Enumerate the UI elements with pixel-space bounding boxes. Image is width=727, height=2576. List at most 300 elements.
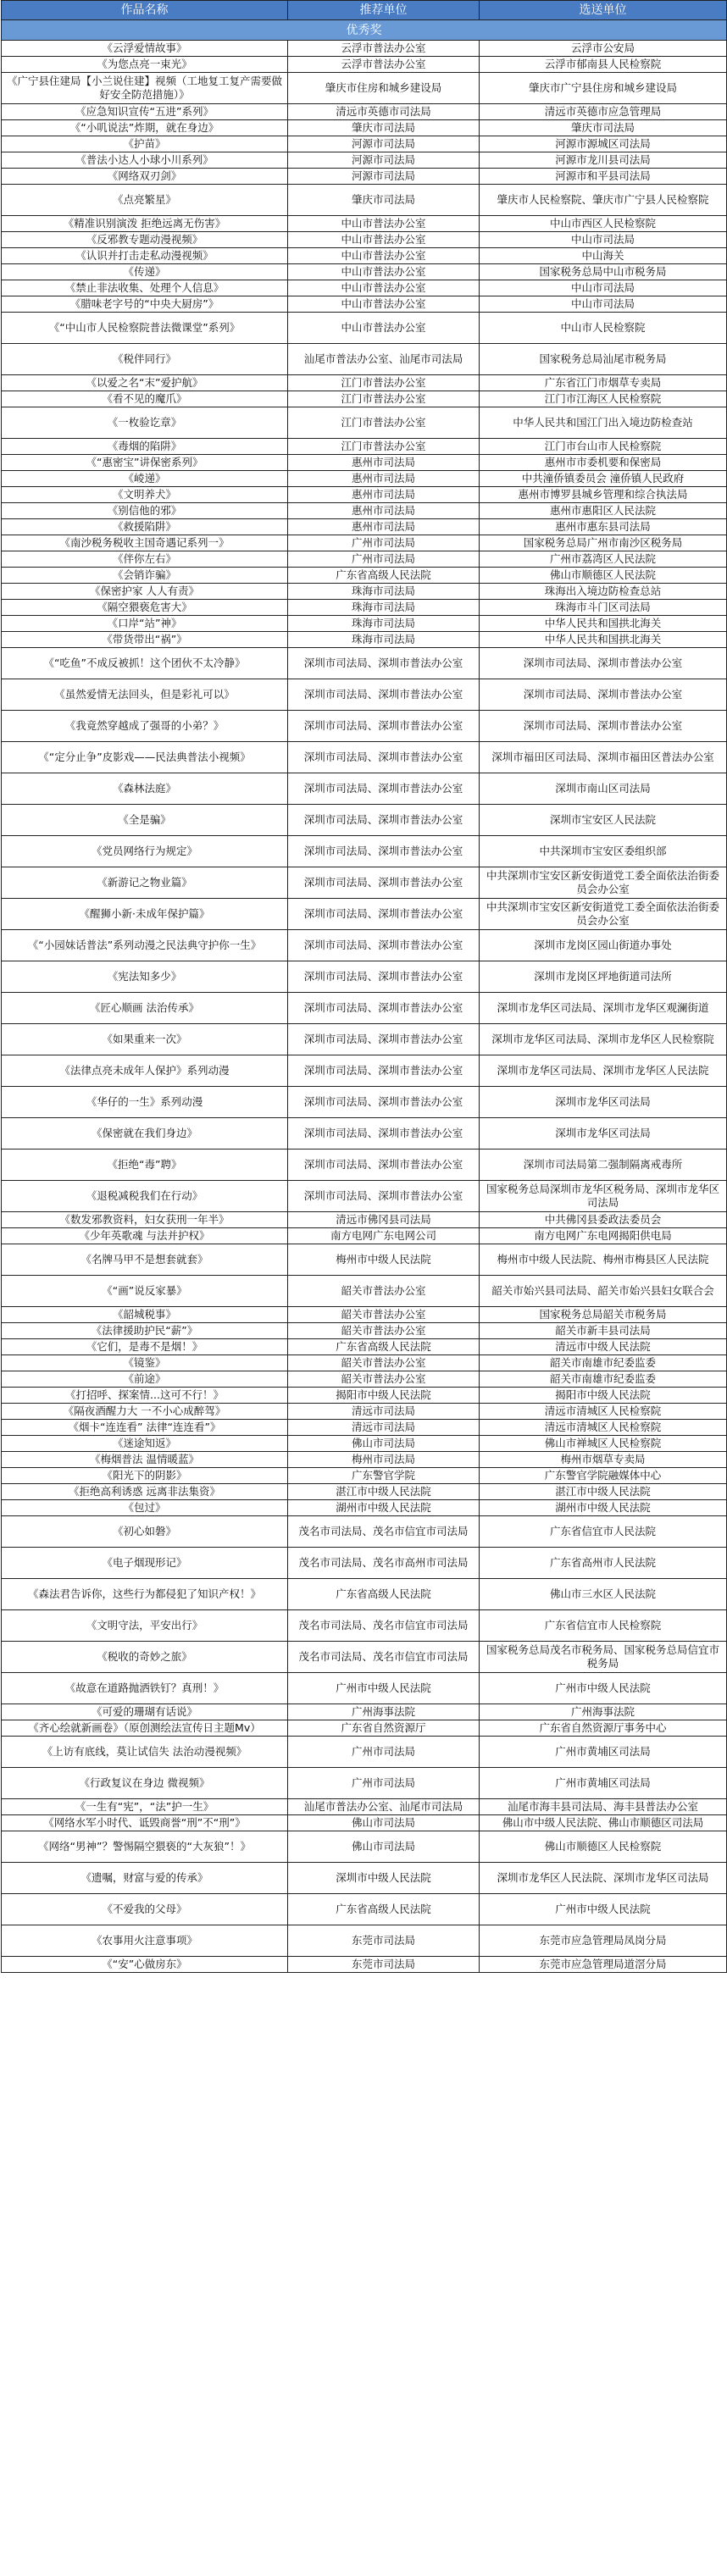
cell-submitting-unit: 国家税务总局韶关市税务局: [480, 1307, 727, 1323]
header-recommending-unit: 推荐单位: [288, 1, 480, 20]
table-row: [2, 1484, 727, 1500]
table-row: [2, 1118, 727, 1150]
cell-work-name: 《“惠密宝”讲保密系列》: [2, 455, 288, 471]
cell-recommending-unit: 广州市司法局: [288, 535, 480, 551]
cell-work-name: 《不爱我的父母》: [2, 1894, 288, 1925]
cell-submitting-unit: 佛山市禅城区人民检察院: [480, 1436, 727, 1452]
table-row: [2, 1055, 727, 1087]
cell-submitting-unit: 深圳市宝安区人民法院: [480, 805, 727, 836]
cell-submitting-unit: 清远市清城区人民检察院: [480, 1404, 727, 1420]
table-row: [2, 391, 727, 407]
cell-recommending-unit: 广州市司法局: [288, 1737, 480, 1768]
cell-work-name: 《隔夜酒醒力大 一不小心成醉驾》: [2, 1404, 288, 1420]
cell-recommending-unit: 江门市普法办公室: [288, 439, 480, 455]
cell-work-name: 《救援陷阱》: [2, 519, 288, 535]
cell-recommending-unit: 韶关市普法办公室: [288, 1276, 480, 1307]
cell-work-name: 《广宁县住建局【小兰说住建】视频（工地复工复产需要做好安全防范措施）》: [2, 73, 288, 104]
cell-recommending-unit: 深圳市中级人民法院: [288, 1863, 480, 1894]
section-row: [2, 20, 727, 41]
cell-recommending-unit: 深圳市司法局、深圳市普法办公室: [288, 930, 480, 961]
cell-submitting-unit: 深圳市司法局、深圳市普法办公室: [480, 711, 727, 742]
table-row: [2, 313, 727, 344]
cell-submitting-unit: 广州市中级人民法院: [480, 1894, 727, 1925]
cell-submitting-unit: 河源市龙川县司法局: [480, 152, 727, 169]
cell-work-name: 《全是骗》: [2, 805, 288, 836]
table-row: [2, 679, 727, 711]
cell-recommending-unit: 中山市普法办公室: [288, 216, 480, 232]
cell-work-name: 《“安”心做房东》: [2, 1957, 288, 1973]
cell-submitting-unit: 佛山市中级人民法院、佛山市顺德区司法局: [480, 1815, 727, 1831]
cell-recommending-unit: 汕尾市普法办公室、汕尾市司法局: [288, 344, 480, 375]
cell-work-name: 《新游记之物业篇》: [2, 867, 288, 899]
table-row: [2, 1720, 727, 1737]
cell-work-name: 《文明养犬》: [2, 487, 288, 503]
table-row: [2, 568, 727, 584]
cell-work-name: 《崚递》: [2, 471, 288, 487]
table-row: [2, 296, 727, 313]
table-row: [2, 120, 727, 136]
table-row: [2, 1452, 727, 1468]
cell-work-name: 《精准识别演泼 拒绝远离无伤害》: [2, 216, 288, 232]
table-row: [2, 1388, 727, 1404]
cell-recommending-unit: 揭阳市中级人民法院: [288, 1388, 480, 1404]
cell-recommending-unit: 深圳市司法局、深圳市普法办公室: [288, 899, 480, 930]
cell-submitting-unit: 广州市中级人民法院: [480, 1673, 727, 1704]
cell-work-name: 《“中山市人民检察院普法微课堂”系列》: [2, 313, 288, 344]
cell-submitting-unit: 韶关市始兴县司法局、韶关市始兴县妇女联合会: [480, 1276, 727, 1307]
cell-recommending-unit: 韶关市普法办公室: [288, 1323, 480, 1339]
cell-submitting-unit: 深圳市司法局、深圳市普法办公室: [480, 679, 727, 711]
header-row: [2, 1, 727, 20]
cell-work-name: 《初心如磐》: [2, 1516, 288, 1548]
header-work-name: 作品名称: [2, 1, 288, 20]
cell-submitting-unit: 江门市江海区人民检察院: [480, 391, 727, 407]
cell-submitting-unit: 深圳市龙岗区园山街道办事处: [480, 930, 727, 961]
cell-submitting-unit: 中山市人民检察院: [480, 313, 727, 344]
cell-submitting-unit: 广东省信宜市人民法院: [480, 1516, 727, 1548]
cell-recommending-unit: 深圳市司法局、深圳市普法办公室: [288, 1087, 480, 1118]
cell-submitting-unit: 韶关市南雄市纪委监委: [480, 1371, 727, 1388]
table-row: [2, 867, 727, 899]
table-row: [2, 535, 727, 551]
cell-work-name: 《保密就在我们身边》: [2, 1118, 288, 1150]
table-row: [2, 280, 727, 296]
cell-recommending-unit: 清远市佛冈县司法局: [288, 1212, 480, 1228]
cell-submitting-unit: 湛江市中级人民法院: [480, 1484, 727, 1500]
cell-work-name: 《梅烟普法 温情暖蓝》: [2, 1452, 288, 1468]
cell-work-name: 《镜鉴》: [2, 1355, 288, 1371]
cell-recommending-unit: 云浮市普法办公室: [288, 41, 480, 57]
table-row: [2, 993, 727, 1024]
cell-work-name: 《韶城税事》: [2, 1307, 288, 1323]
cell-submitting-unit: 中华人民共和国江门出入境边防检查站: [480, 407, 727, 439]
cell-submitting-unit: 广东省信宜市人民检察院: [480, 1610, 727, 1642]
table-row: [2, 1468, 727, 1484]
cell-recommending-unit: 广州海事法院: [288, 1704, 480, 1720]
table-row: [2, 1548, 727, 1579]
cell-recommending-unit: 韶关市普法办公室: [288, 1307, 480, 1323]
table-row: [2, 264, 727, 280]
cell-work-name: 《“小园妹话普法”系列动漫之民法典守护你一生》: [2, 930, 288, 961]
table-row: [2, 1516, 727, 1548]
table-row: [2, 57, 727, 73]
table-row: [2, 1863, 727, 1894]
cell-recommending-unit: 佛山市司法局: [288, 1815, 480, 1831]
cell-recommending-unit: 深圳市司法局、深圳市普法办公室: [288, 679, 480, 711]
cell-work-name: 《毒烟的陷阱》: [2, 439, 288, 455]
cell-recommending-unit: 珠海市司法局: [288, 632, 480, 648]
cell-recommending-unit: 梅州市中级人民法院: [288, 1244, 480, 1276]
cell-submitting-unit: 佛山市顺德区人民检察院: [480, 1831, 727, 1863]
cell-recommending-unit: 广东警官学院: [288, 1468, 480, 1484]
cell-submitting-unit: 中山市西区人民检察院: [480, 216, 727, 232]
cell-recommending-unit: 东莞市司法局: [288, 1957, 480, 1973]
cell-recommending-unit: 中山市普法办公室: [288, 280, 480, 296]
cell-submitting-unit: 清远市英德市应急管理局: [480, 104, 727, 120]
cell-submitting-unit: 肇庆市司法局: [480, 120, 727, 136]
cell-work-name: 《法律点亮未成年人保护》系列动漫: [2, 1055, 288, 1087]
table-row: [2, 455, 727, 471]
cell-recommending-unit: 珠海市司法局: [288, 584, 480, 600]
cell-recommending-unit: 佛山市司法局: [288, 1831, 480, 1863]
cell-work-name: 《打招呼、探案情...这可不行！》: [2, 1388, 288, 1404]
cell-recommending-unit: 深圳市司法局、深圳市普法办公室: [288, 1055, 480, 1087]
cell-submitting-unit: 佛山市三水区人民法院: [480, 1579, 727, 1610]
cell-recommending-unit: 深圳市司法局、深圳市普法办公室: [288, 1118, 480, 1150]
cell-recommending-unit: 韶关市普法办公室: [288, 1355, 480, 1371]
table-row: [2, 711, 727, 742]
cell-recommending-unit: 云浮市普法办公室: [288, 57, 480, 73]
cell-recommending-unit: 茂名市司法局、茂名市信宜市司法局: [288, 1610, 480, 1642]
table-row: [2, 1925, 727, 1957]
cell-work-name: 《它们，是毒不是烟！》: [2, 1339, 288, 1355]
cell-recommending-unit: 江门市普法办公室: [288, 375, 480, 391]
cell-work-name: 《伴你左右》: [2, 551, 288, 568]
cell-submitting-unit: 云浮市郁南县人民检察院: [480, 57, 727, 73]
cell-work-name: 《法律援助护民“薪”》: [2, 1323, 288, 1339]
table-row: [2, 1704, 727, 1720]
cell-recommending-unit: 中山市普法办公室: [288, 313, 480, 344]
cell-recommending-unit: 深圳市司法局、深圳市普法办公室: [288, 773, 480, 805]
table-row: [2, 248, 727, 264]
table-body: [2, 20, 727, 1973]
cell-submitting-unit: 中共深圳市宝安区委组织部: [480, 836, 727, 867]
cell-recommending-unit: 江门市普法办公室: [288, 407, 480, 439]
cell-recommending-unit: 茂名市司法局、茂名市高州市司法局: [288, 1548, 480, 1579]
cell-work-name: 《以爱之名“末”爱护航》: [2, 375, 288, 391]
cell-submitting-unit: 广东省自然资源厅事务中心: [480, 1720, 727, 1737]
cell-submitting-unit: 湖州市中级人民法院: [480, 1500, 727, 1516]
cell-submitting-unit: 中共深圳市宝安区新安街道党工委全面依法治街委员会办公室: [480, 899, 727, 930]
cell-work-name: 《拒绝高利诱惑 远离非法集资》: [2, 1484, 288, 1500]
cell-recommending-unit: 中山市普法办公室: [288, 232, 480, 248]
cell-submitting-unit: 中山市司法局: [480, 280, 727, 296]
table-row: [2, 73, 727, 104]
cell-work-name: 《包过》: [2, 1500, 288, 1516]
cell-work-name: 《齐心绘就新画卷》（原创测绘法宣传日主题Mv）: [2, 1720, 288, 1737]
cell-submitting-unit: 东莞市应急管理局凤岗分局: [480, 1925, 727, 1957]
cell-work-name: 《腊味老字号的“中央大厨房”》: [2, 296, 288, 313]
cell-submitting-unit: 广东省江门市烟草专卖局: [480, 375, 727, 391]
cell-work-name: 《虽然爱情无法回头，但是彩礼可以》: [2, 679, 288, 711]
cell-submitting-unit: 深圳市龙华区司法局、深圳市龙华区人民检察院: [480, 1024, 727, 1055]
cell-submitting-unit: 中山市司法局: [480, 296, 727, 313]
table-row: [2, 1610, 727, 1642]
cell-submitting-unit: 国家税务总局深圳市龙华区税务局、深圳市龙华区司法局: [480, 1181, 727, 1212]
cell-recommending-unit: 深圳市司法局、深圳市普法办公室: [288, 993, 480, 1024]
table-row: [2, 169, 727, 185]
cell-work-name: 《南沙税务税收主国奇遇记系列一》: [2, 535, 288, 551]
cell-work-name: 《农事用火注意事项》: [2, 1925, 288, 1957]
cell-recommending-unit: 广东省高级人民法院: [288, 1894, 480, 1925]
cell-work-name: 《云浮爱情故事》: [2, 41, 288, 57]
cell-submitting-unit: 深圳市龙华区司法局: [480, 1118, 727, 1150]
cell-recommending-unit: 梅州市司法局: [288, 1452, 480, 1468]
cell-work-name: 《华仔的一生》系列动漫: [2, 1087, 288, 1118]
table-row: [2, 584, 727, 600]
table-row: [2, 773, 727, 805]
cell-submitting-unit: 韶关市南雄市纪委监委: [480, 1355, 727, 1371]
cell-recommending-unit: 湛江市中级人民法院: [288, 1484, 480, 1500]
cell-submitting-unit: 深圳市龙华区司法局、深圳市龙华区人民法院: [480, 1055, 727, 1087]
cell-recommending-unit: 清远市英德市司法局: [288, 104, 480, 120]
cell-work-name: 《迷途知返》: [2, 1436, 288, 1452]
cell-submitting-unit: 深圳市南山区司法局: [480, 773, 727, 805]
cell-work-name: 《网络双刃剑》: [2, 169, 288, 185]
cell-work-name: 《“定分止争”皮影戏——民法典普法小视频》: [2, 742, 288, 773]
table-row: [2, 471, 727, 487]
cell-submitting-unit: 江门市台山市人民检察院: [480, 439, 727, 455]
cell-recommending-unit: 东莞市司法局: [288, 1925, 480, 1957]
cell-submitting-unit: 揭阳市中级人民法院: [480, 1388, 727, 1404]
cell-recommending-unit: 中山市普法办公室: [288, 264, 480, 280]
cell-submitting-unit: 云浮市公安局: [480, 41, 727, 57]
cell-recommending-unit: 肇庆市司法局: [288, 185, 480, 216]
cell-recommending-unit: 珠海市司法局: [288, 600, 480, 616]
cell-work-name: 《行政复议在身边 微视频》: [2, 1768, 288, 1799]
cell-work-name: 《普法小达人小球小川系列》: [2, 152, 288, 169]
table-row: [2, 1339, 727, 1355]
cell-submitting-unit: 深圳市龙华区人民法院、深圳市龙华区司法局: [480, 1863, 727, 1894]
cell-recommending-unit: 佛山市司法局: [288, 1436, 480, 1452]
cell-work-name: 《如果重来一次》: [2, 1024, 288, 1055]
cell-work-name: 《护苗》: [2, 136, 288, 152]
table-row: [2, 41, 727, 57]
table-row: [2, 136, 727, 152]
cell-recommending-unit: 广东省高级人民法院: [288, 1339, 480, 1355]
cell-submitting-unit: 惠州市博罗县城乡管理和综合执法局: [480, 487, 727, 503]
cell-submitting-unit: 珠海出入境边防检查总站: [480, 584, 727, 600]
cell-submitting-unit: 广东警官学院融媒体中心: [480, 1468, 727, 1484]
cell-submitting-unit: 韶关市新丰县司法局: [480, 1323, 727, 1339]
cell-recommending-unit: 惠州市司法局: [288, 455, 480, 471]
table-row: [2, 1087, 727, 1118]
cell-work-name: 《口岸“站”神》: [2, 616, 288, 632]
table-row: [2, 1420, 727, 1436]
table-row: [2, 632, 727, 648]
cell-work-name: 《网络水军小时代、诋毁商誉“刑”不“刑”》: [2, 1815, 288, 1831]
cell-submitting-unit: 南方电网广东电网揭阳供电局: [480, 1228, 727, 1244]
cell-work-name: 《网络“男神”？警惕隔空猥亵的“大灰狼”！》: [2, 1831, 288, 1863]
cell-submitting-unit: 深圳市福田区司法局、深圳市福田区普法办公室: [480, 742, 727, 773]
cell-work-name: 《前途》: [2, 1371, 288, 1388]
table-row: [2, 961, 727, 993]
table-row: [2, 375, 727, 391]
cell-work-name: 《遗嘱，财富与爱的传承》: [2, 1863, 288, 1894]
table-row: [2, 1799, 727, 1815]
cell-recommending-unit: 深圳市司法局、深圳市普法办公室: [288, 867, 480, 899]
cell-recommending-unit: 惠州市司法局: [288, 471, 480, 487]
cell-recommending-unit: 广东省高级人民法院: [288, 1579, 480, 1610]
cell-submitting-unit: 国家税务总局汕尾市税务局: [480, 344, 727, 375]
cell-recommending-unit: 深圳市司法局、深圳市普法办公室: [288, 961, 480, 993]
table-row: [2, 1737, 727, 1768]
cell-recommending-unit: 惠州市司法局: [288, 519, 480, 535]
cell-work-name: 《隔空猥亵危害大》: [2, 600, 288, 616]
table-row: [2, 1244, 727, 1276]
cell-recommending-unit: 南方电网广东电网公司: [288, 1228, 480, 1244]
cell-work-name: 《应急知识宣传“五进”系列》: [2, 104, 288, 120]
table-row: [2, 742, 727, 773]
cell-work-name: 《反邪教专题动漫视频》: [2, 232, 288, 248]
cell-recommending-unit: 深圳市司法局、深圳市普法办公室: [288, 1181, 480, 1212]
cell-work-name: 《一生有“宪”，“法”护一生》: [2, 1799, 288, 1815]
cell-submitting-unit: 汕尾市海丰县司法局、海丰县普法办公室: [480, 1799, 727, 1815]
cell-work-name: 《森法君告诉你，这些行为都侵犯了知识产权！》: [2, 1579, 288, 1610]
cell-submitting-unit: 广州市荔湾区人民法院: [480, 551, 727, 568]
table-row: [2, 1307, 727, 1323]
cell-work-name: 《别信他的邪》: [2, 503, 288, 519]
cell-submitting-unit: 梅州市烟草专卖局: [480, 1452, 727, 1468]
table-row: [2, 503, 727, 519]
table-row: [2, 152, 727, 169]
cell-work-name: 《名牌马甲不是想套就套》: [2, 1244, 288, 1276]
cell-submitting-unit: 肇庆市人民检察院、肇庆市广宁县人民检察院: [480, 185, 727, 216]
cell-work-name: 《“吃鱼”不成反被抓！这个团伙不太冷静》: [2, 648, 288, 679]
cell-work-name: 《保密护家 人人有责》: [2, 584, 288, 600]
cell-work-name: 《为您点亮一束光》: [2, 57, 288, 73]
cell-recommending-unit: 深圳市司法局、深圳市普法办公室: [288, 1150, 480, 1181]
cell-work-name: 《“画”说反家暴》: [2, 1276, 288, 1307]
cell-work-name: 《故意在道路抛洒铁钉？真刑！》: [2, 1673, 288, 1704]
cell-work-name: 《党员网络行为规定》: [2, 836, 288, 867]
cell-recommending-unit: 广东省高级人民法院: [288, 568, 480, 584]
cell-recommending-unit: 广州市中级人民法院: [288, 1673, 480, 1704]
section-title: 优秀奖: [2, 20, 727, 41]
cell-recommending-unit: 广州市司法局: [288, 551, 480, 568]
table-row: [2, 1371, 727, 1388]
cell-submitting-unit: 广州市黄埔区司法局: [480, 1768, 727, 1799]
table-row: [2, 487, 727, 503]
table-row: [2, 104, 727, 120]
cell-submitting-unit: 国家税务总局广州市南沙区税务局: [480, 535, 727, 551]
cell-submitting-unit: 国家税务总局中山市税务局: [480, 264, 727, 280]
cell-work-name: 《税伴同行》: [2, 344, 288, 375]
cell-submitting-unit: 中华人民共和国拱北海关: [480, 632, 727, 648]
cell-recommending-unit: 河源市司法局: [288, 136, 480, 152]
table-row: [2, 930, 727, 961]
cell-work-name: 《一枚验讫章》: [2, 407, 288, 439]
cell-submitting-unit: 珠海市斗门区司法局: [480, 600, 727, 616]
cell-submitting-unit: 佛山市顺德区人民法院: [480, 568, 727, 584]
table-row: [2, 1150, 727, 1181]
cell-submitting-unit: 中山海关: [480, 248, 727, 264]
cell-submitting-unit: 广东省高州市人民法院: [480, 1548, 727, 1579]
table-row: [2, 1768, 727, 1799]
table-row: [2, 216, 727, 232]
table-row: [2, 185, 727, 216]
cell-recommending-unit: 深圳市司法局、深圳市普法办公室: [288, 805, 480, 836]
cell-submitting-unit: 东莞市应急管理局道滘分局: [480, 1957, 727, 1973]
cell-submitting-unit: 惠州市惠阳区人民法院: [480, 503, 727, 519]
cell-recommending-unit: 韶关市普法办公室: [288, 1371, 480, 1388]
cell-work-name: 《电子烟现形记》: [2, 1548, 288, 1579]
table-row: [2, 1436, 727, 1452]
cell-submitting-unit: 清远市中级人民法院: [480, 1339, 727, 1355]
cell-submitting-unit: 惠州市惠东县司法局: [480, 519, 727, 535]
table-row: [2, 407, 727, 439]
cell-recommending-unit: 肇庆市司法局: [288, 120, 480, 136]
table-row: [2, 1815, 727, 1831]
cell-work-name: 《“小叽说法”炸期，就在身边》: [2, 120, 288, 136]
cell-work-name: 《点亮繁星》: [2, 185, 288, 216]
cell-work-name: 《退税减税我们在行动》: [2, 1181, 288, 1212]
table-row: [2, 1276, 727, 1307]
cell-work-name: 《传递》: [2, 264, 288, 280]
cell-recommending-unit: 深圳市司法局、深圳市普法办公室: [288, 648, 480, 679]
cell-submitting-unit: 河源市源城区司法局: [480, 136, 727, 152]
cell-recommending-unit: 河源市司法局: [288, 152, 480, 169]
cell-work-name: 《烟卡“连连看” 法律“连连看”》: [2, 1420, 288, 1436]
cell-recommending-unit: 深圳市司法局、深圳市普法办公室: [288, 1024, 480, 1055]
table-row: [2, 648, 727, 679]
cell-recommending-unit: 惠州市司法局: [288, 503, 480, 519]
cell-work-name: 《禁止非法收集、处理个人信息》: [2, 280, 288, 296]
table-row: [2, 1228, 727, 1244]
cell-submitting-unit: 梅州市中级人民法院、梅州市梅县区人民法院: [480, 1244, 727, 1276]
cell-submitting-unit: 中山市司法局: [480, 232, 727, 248]
cell-recommending-unit: 广东省自然资源厅: [288, 1720, 480, 1737]
cell-submitting-unit: 中共潼侨镇委员会 潼侨镇人民政府: [480, 471, 727, 487]
cell-submitting-unit: 中共深圳市宝安区新安街道党工委全面依法治街委员会办公室: [480, 867, 727, 899]
cell-submitting-unit: 深圳市龙华区司法局、深圳市龙华区观澜街道: [480, 993, 727, 1024]
cell-submitting-unit: 中共佛冈县委政法委员会: [480, 1212, 727, 1228]
award-table: [1, 0, 727, 1973]
table-row: [2, 1024, 727, 1055]
table-row: [2, 1404, 727, 1420]
table-row: [2, 616, 727, 632]
cell-recommending-unit: 深圳市司法局、深圳市普法办公室: [288, 836, 480, 867]
cell-work-name: 《阳光下的阴影》: [2, 1468, 288, 1484]
cell-recommending-unit: 中山市普法办公室: [288, 296, 480, 313]
table-row: [2, 600, 727, 616]
table-row: [2, 1500, 727, 1516]
cell-submitting-unit: 深圳市龙岗区坪地街道司法所: [480, 961, 727, 993]
cell-recommending-unit: 茂名市司法局、茂名市信宜市司法局: [288, 1516, 480, 1548]
table-row: [2, 1894, 727, 1925]
table-row: [2, 805, 727, 836]
cell-work-name: 《数发邪教资料，妇女获刑一年半》: [2, 1212, 288, 1228]
table-row: [2, 1181, 727, 1212]
cell-submitting-unit: 广州市黄埔区司法局: [480, 1737, 727, 1768]
cell-work-name: 《带货带出“祸”》: [2, 632, 288, 648]
cell-submitting-unit: 中华人民共和国拱北海关: [480, 616, 727, 632]
cell-recommending-unit: 深圳市司法局、深圳市普法办公室: [288, 742, 480, 773]
cell-work-name: 《认识并打击走私动漫视频》: [2, 248, 288, 264]
cell-submitting-unit: 深圳市龙华区司法局: [480, 1087, 727, 1118]
cell-recommending-unit: 肇庆市住房和城乡建设局: [288, 73, 480, 104]
cell-work-name: 《看不见的魔爪》: [2, 391, 288, 407]
